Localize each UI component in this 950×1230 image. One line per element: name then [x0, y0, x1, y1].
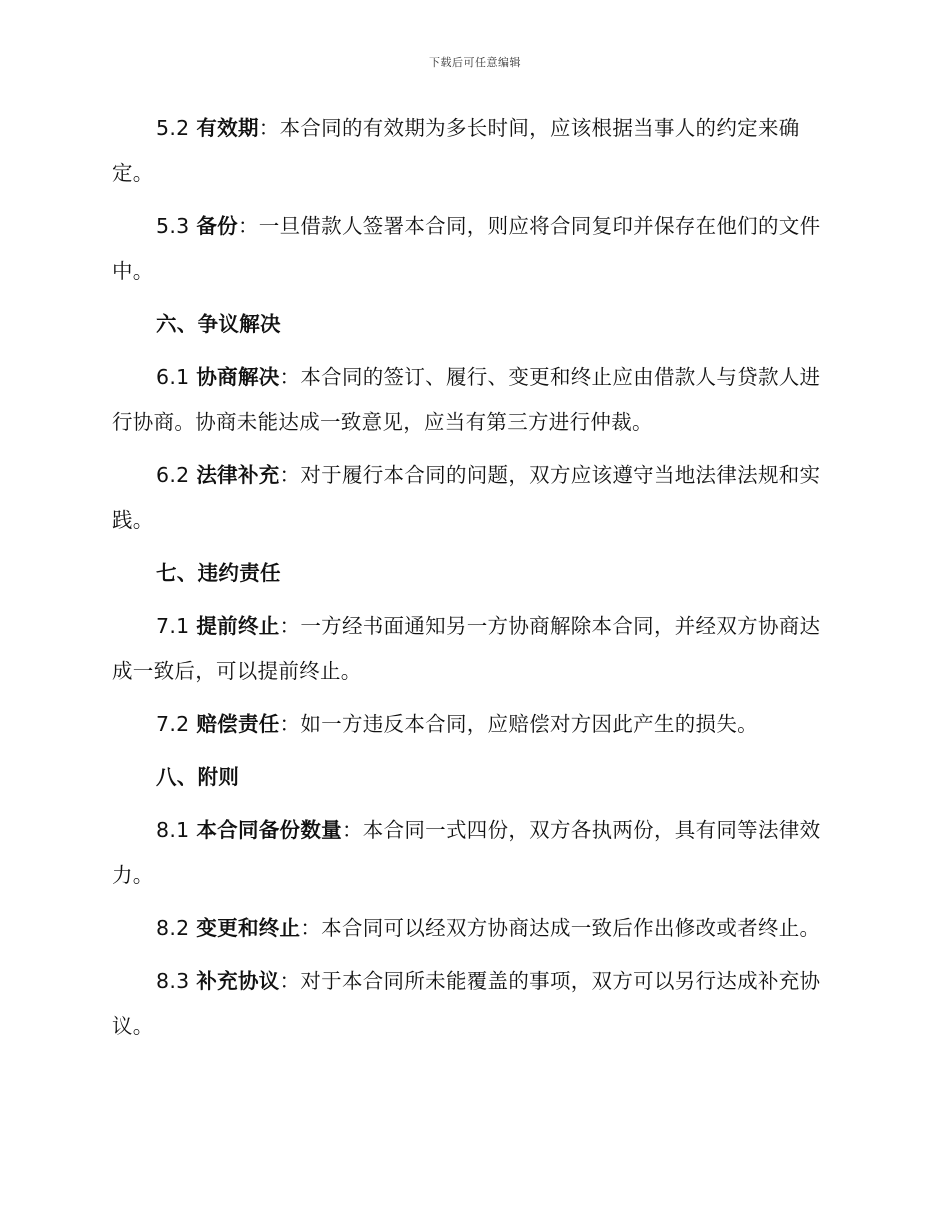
clause-term: 协商解决	[196, 365, 280, 389]
clause-number: 8.1	[156, 818, 190, 842]
clause-term: 法律补充	[196, 463, 280, 487]
page-header-note: 下载后可任意编辑	[429, 56, 521, 69]
clause-6-1	[112, 355, 824, 445]
clause-number: 5.2	[156, 116, 190, 140]
clause-colon: ：	[300, 916, 322, 940]
section-heading-8: 八、附则	[156, 765, 240, 789]
clause-colon: ：	[279, 712, 301, 736]
clause-number: 6.1	[156, 365, 190, 389]
clause-7-1	[112, 604, 824, 694]
section-heading-7: 七、违约责任	[156, 561, 281, 585]
clause-number: 8.3	[156, 969, 190, 993]
clause-number: 7.2	[156, 712, 190, 736]
clause-text: 一方经书面通知另一方协商解除本合同，并经双方协商达成一致后，可以提前终止。	[112, 614, 821, 683]
clause-8-1	[112, 808, 824, 898]
clause-colon: ：	[341, 818, 363, 842]
clause-text: 如一方违反本合同，应赔偿对方因此产生的损失。	[300, 712, 758, 736]
clause-colon: ：	[279, 969, 301, 993]
clause-text: 对于履行本合同的问题，双方应该遵守当地法律法规和实践。	[112, 463, 821, 532]
clause-colon: ：	[279, 463, 301, 487]
clause-term: 赔偿责任	[196, 712, 280, 736]
clause-colon: ：	[279, 365, 301, 389]
section-heading-6: 六、争议解决	[156, 312, 281, 336]
clause-8-2	[112, 906, 824, 951]
clause-text: 本合同一式四份，双方各执两份，具有同等法律效力。	[112, 818, 821, 887]
clause-text: 对于本合同所未能覆盖的事项，双方可以另行达成补充协议。	[112, 969, 821, 1038]
clause-text: 一旦借款人签署本合同，则应将合同复印并保存在他们的文件中。	[112, 214, 821, 283]
clause-colon: ：	[279, 614, 301, 638]
clause-text: 本合同可以经双方协商达成一致后作出修改或者终止。	[321, 916, 821, 940]
clause-term: 备份	[196, 214, 238, 238]
clause-term: 提前终止	[196, 614, 280, 638]
clause-term: 本合同备份数量	[196, 818, 342, 842]
clause-number: 8.2	[156, 916, 190, 940]
clause-text: 本合同的签订、履行、变更和终止应由借款人与贷款人进行协商。协商未能达成一致意见，应当有第三方进行仲裁。	[112, 365, 821, 434]
clause-term: 补充协议	[196, 969, 280, 993]
clause-5-2	[112, 106, 824, 196]
clause-term: 有效期	[196, 116, 259, 140]
clause-colon: ：	[237, 214, 259, 238]
clause-colon: ：	[258, 116, 280, 140]
clause-5-3	[112, 204, 824, 294]
clause-6-2	[112, 453, 824, 543]
clause-term: 变更和终止	[196, 916, 301, 940]
clause-number: 6.2	[156, 463, 190, 487]
clause-number: 7.1	[156, 614, 190, 638]
clause-8-3	[112, 959, 824, 1049]
clause-number: 5.3	[156, 214, 190, 238]
clause-text: 本合同的有效期为多长时间，应该根据当事人的约定来确定。	[112, 116, 800, 185]
document-body	[112, 106, 824, 1057]
clause-7-2	[112, 702, 824, 747]
